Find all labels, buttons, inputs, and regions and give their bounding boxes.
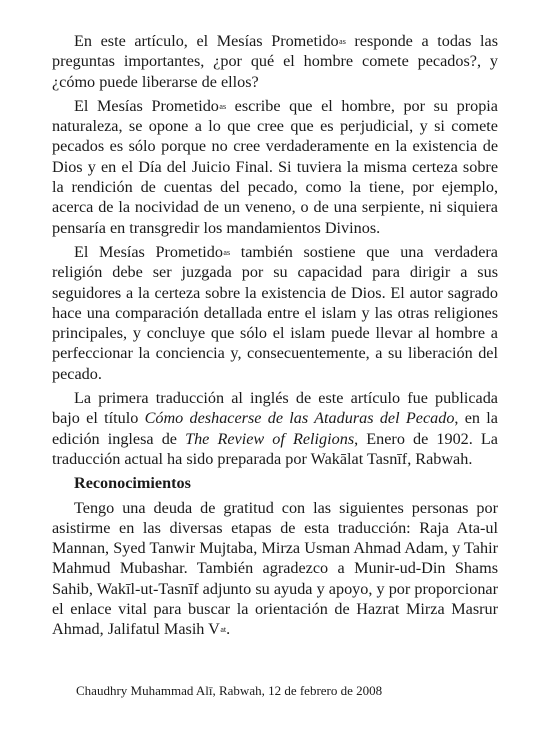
paragraph-acknowledgements (52, 498, 498, 640)
paragraph-text: también sostiene que una verdadera religión debe ser juzgada por su capacidad para dirigir a sus seguidores a la certeza sobre la existencia de Dios. El autor sagrado hace una comparación detallada entre el islam y las otras religiones principales, y concluye que sólo el islam puede llevar al hombre a perfeccionar la conciencia y, consecuentemente, a su liberación del pecado. (52, 242, 498, 383)
journal-title-italic: The Review of Religions (185, 429, 355, 448)
paragraph-text: , en la edición inglesa de (52, 409, 498, 448)
paragraph-text: El Mesías Prometido (74, 96, 219, 115)
signature-footer: Chaudhry Muhammad Alī, Rabwah, 12 de febrero de 2008 (76, 683, 383, 698)
paragraph-text: escribe que el hombre, por su propia naturaleza, se opone a lo que cree que es perjudicial, y si comete pecados es sólo porque no cree verdaderamente en la existencia de Dios y en el Día del Juicio Final. Si tuviera la misma certeza sobre la rendición de cuentas del pecado, como la tiene, por ejemplo, acerca de la nocividad de un veneno, o de una serpiente, ni siquiera pensaría en transgredir los mandamientos Divinos. (52, 96, 498, 237)
honorific-superscript: at (220, 625, 227, 635)
paragraph-text: . (226, 620, 231, 639)
article-title-italic: Cómo deshacerse de las Ataduras del Pecado (144, 409, 455, 428)
document-body (52, 31, 498, 644)
paragraph-text: La primera traducción al inglés de este artículo fue publicada bajo el título (52, 389, 498, 428)
paragraph-text: El Mesías Prometido (74, 242, 223, 261)
paragraph-translation-history (52, 388, 498, 469)
paragraph-intro (52, 31, 498, 92)
paragraph-text: Tengo una deuda de gratitud con las siguientes personas por asistirme en las diversas etapas de esta traducción: Raja Ata-ul Mannan, Syed Tanwir Mujtaba, Mirza Usman Ahmad Adam, y Tahir Mahmud Mubashar. También agradezco a Munir-ud-Din Shams Sahib, Wakīl-ut-Tasnīf adjunto su ayuda y apoyo, y por proporcionar el enlace vital para buscar la orientación de Hazrat Mirza Masrur Ahmad, Jalifatul Masih V (52, 498, 498, 639)
paragraph-nature-of-sin (52, 96, 498, 238)
paragraph-text: En este artículo, el Mesías Prometido (74, 32, 339, 50)
honorific-superscript: as (219, 101, 227, 111)
honorific-superscript: as (339, 37, 346, 46)
paragraph-true-religion (52, 242, 498, 384)
paragraph-text: , Enero de 1902. La traducción actual ha sido preparada por Wakālat Tasnīf, Rabwah. (52, 429, 498, 468)
section-heading-acknowledgements: Reconocimientos (74, 474, 191, 493)
paragraph-text: responde a todas las preguntas importantes, ¿por qué el hombre comete pecados?, y ¿cómo puede liberarse de ellos? (52, 32, 498, 91)
honorific-superscript: as (223, 247, 231, 257)
